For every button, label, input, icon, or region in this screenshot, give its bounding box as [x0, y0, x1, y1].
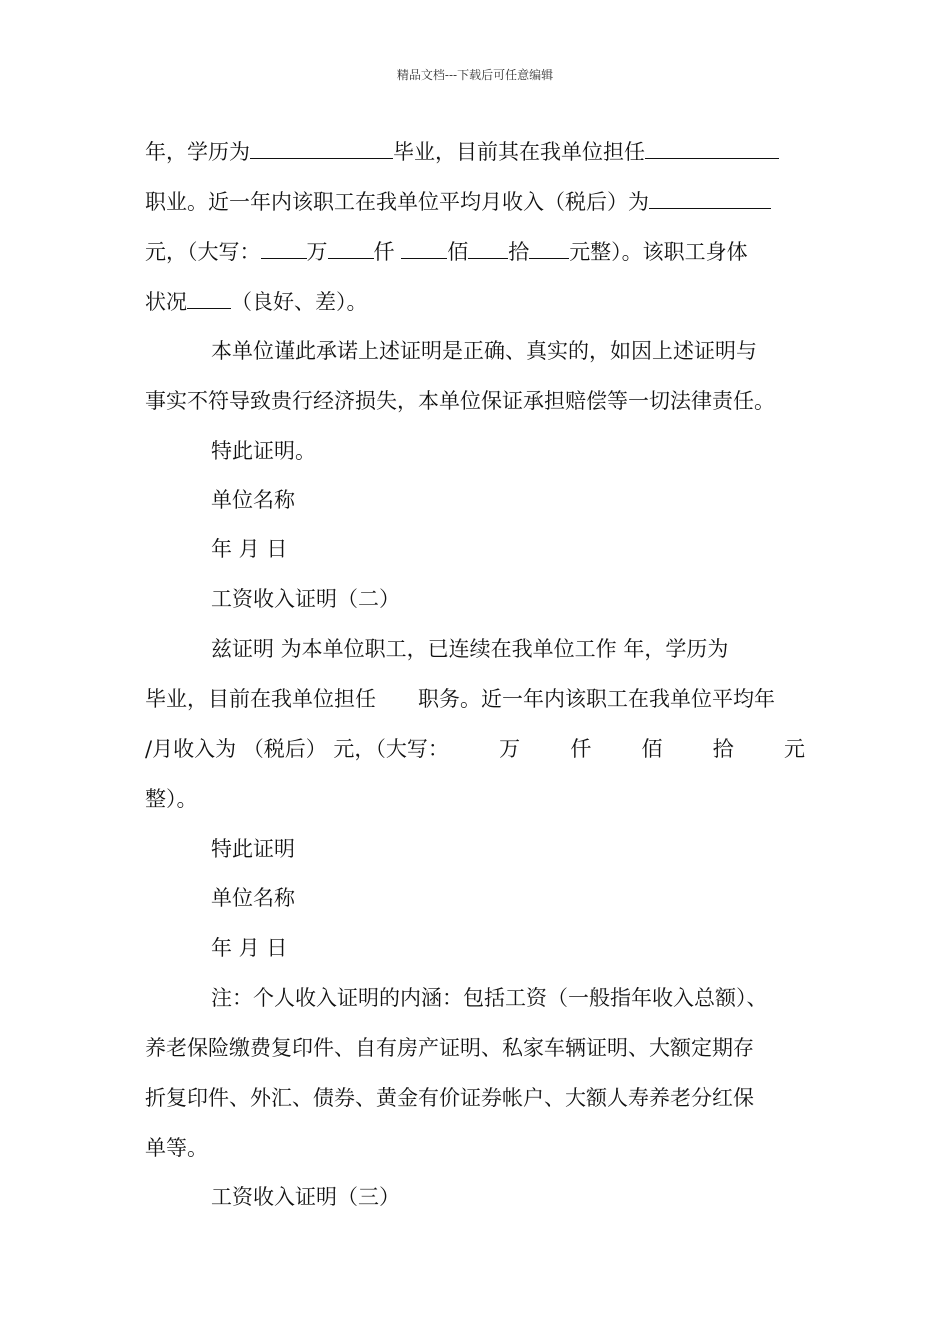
note-line2: 养老保险缴费复印件、自有房产证明、私家车辆证明、大额定期存: [145, 1036, 754, 1060]
section1-pledge-line2: 事实不符导致贵行经济损失，本单位保证承担赔偿等一切法律责任。: [145, 389, 775, 413]
section3-title: 工资收入证明（三）: [211, 1185, 400, 1209]
text: 元: [783, 737, 805, 761]
section1-closing: 特此证明。: [211, 439, 316, 463]
blank-wan: [261, 236, 307, 259]
text: 年，学历为: [145, 140, 250, 164]
section2-line1: 兹证明 为本单位职工，已连续在我单位工作 年，学历为: [211, 637, 729, 661]
text: /月收入为 （税后） 元，（大写：: [145, 737, 449, 761]
blank-shi: [468, 236, 508, 259]
blank-health: [187, 286, 231, 309]
text: 元，（大写：: [145, 240, 261, 264]
section2-unit-name: 单位名称: [211, 886, 295, 910]
section2-line3: [145, 734, 805, 764]
section1-unit-name: 单位名称: [211, 488, 295, 512]
section2-line2: 毕业，目前在我单位担任 职务。近一年内该职工在我单位平均年: [145, 687, 775, 711]
text: 佰: [447, 240, 469, 264]
text: 拾: [508, 240, 530, 264]
text: 仟: [373, 240, 395, 264]
blank-position: [645, 136, 779, 159]
blank-income: [649, 186, 771, 209]
text: 毕业，目前其在我单位担任: [393, 140, 645, 164]
note-line1: 注：个人收入证明的内涵：包括工资（一般指年收入总额）、: [211, 986, 768, 1010]
blank-degree: [250, 136, 393, 159]
section1-pledge-line1: 本单位谨此承诺上述证明是正确、真实的，如因上述证明与: [211, 339, 757, 363]
section1-line4: [145, 286, 368, 317]
section2-closing: 特此证明: [211, 837, 295, 861]
text: 职业。近一年内该职工在我单位平均月收入（税后）为: [145, 190, 649, 214]
note-line4: 单等。: [145, 1136, 208, 1160]
page-header: 精品文档---下载后可任意编辑: [396, 68, 554, 82]
section1-line2: [145, 186, 771, 217]
blank-yuan: [529, 236, 569, 259]
blank-bai: [401, 236, 447, 259]
section1-date: 年 月 日: [211, 537, 288, 561]
section1-line3: [145, 236, 748, 267]
blank-qian: [328, 236, 374, 259]
section2-title: 工资收入证明（二）: [211, 587, 400, 611]
text: （良好、差）。: [231, 290, 368, 314]
text: 万: [499, 737, 521, 761]
text: 元整）。该职工身体: [569, 240, 748, 264]
section1-line1: [145, 136, 779, 167]
text: 仟: [570, 737, 592, 761]
note-line3: 折复印件、外汇、债券、黄金有价证券帐户、大额人寿养老分红保: [145, 1086, 754, 1110]
text: 状况: [145, 290, 187, 314]
text: 拾: [712, 737, 734, 761]
section2-date: 年 月 日: [211, 936, 288, 960]
section2-line4: 整）。: [145, 787, 198, 811]
text: 万: [306, 240, 328, 264]
text: 佰: [641, 737, 663, 761]
